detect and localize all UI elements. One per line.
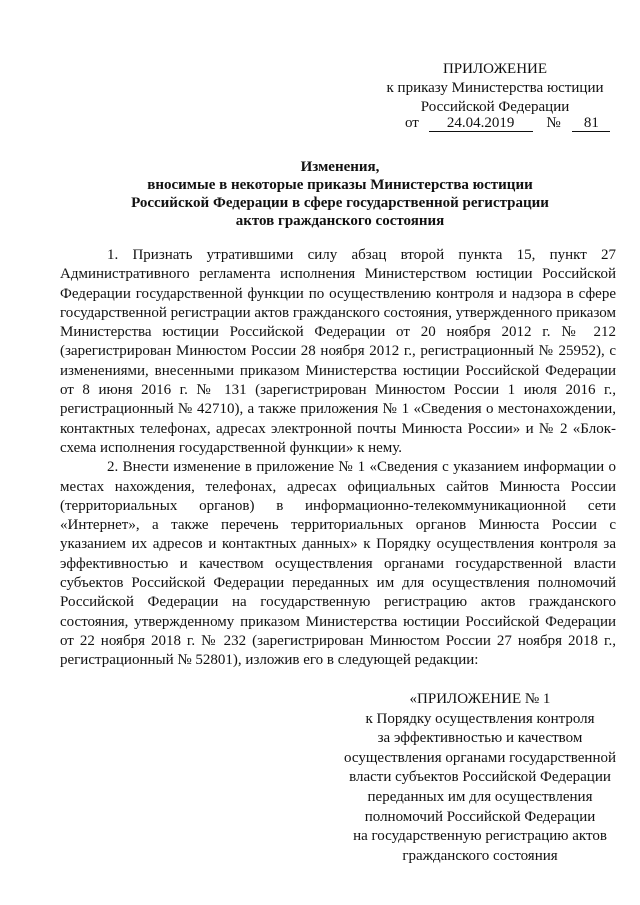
from-label: от [405, 115, 419, 131]
order-date: 24.04.2019 [429, 115, 533, 132]
approval-header [380, 60, 610, 117]
title-line-1: Изменения, [300, 159, 380, 175]
title-line-3: Российской Федерации в сфере государственной регистрации [131, 195, 549, 211]
paragraph-1: 1. Признать утратившими силу абзац второй пункта 15, пункт 27 Административного регламента исполнения Министерством юстиции Российской Федерации государственной функции по осуществлению контроля и надзора в сфере государственной регистрации актов гражданского состояния, утвержденного приказом Министерства юстиции Российской Федерации от 20 ноября 2012 г. № 212 (зарегистрирован Минюстом России 28 ноября 2012 г., регистрационный № 25952), с изменениями, внесенными приказом Министерства юстиции Российской Федерации от 8 июня 2016 г. № 131 (зарегистрирован Минюстом России 1 июля 2016 г., регистрационный № 42710), а также приложения № 1 «Сведения о местонахождении, контактных телефонах, адресах электронной почты Минюста России» и № 2 «Блок-схема исполнения государственной функции» к нему. [60, 247, 616, 456]
appendix-line: переданных им для осуществления [367, 788, 593, 805]
order-reference [405, 115, 605, 132]
appendix-line: за эффективностью и качеством [377, 730, 583, 747]
appendix-line: полномочий Российской Федерации [364, 808, 596, 825]
title-line-2: вносимые в некоторые приказы Министерства юстиции [147, 177, 533, 193]
header-line-federation: Российской Федерации [420, 99, 570, 115]
document-title [60, 158, 620, 230]
appendix-header [330, 690, 630, 866]
header-line-order: к приказу Министерства юстиции [386, 80, 604, 96]
title-line-4: актов гражданского состояния [235, 213, 445, 229]
appendix-line: «ПРИЛОЖЕНИЕ № 1 [409, 691, 551, 707]
paragraph-2: 2. Внести изменение в приложение № 1 «Сведения с указанием информации о местах нахождения, телефонах, адресах официальных сайтов Минюста России (территориальных органов) в информационно-телекоммуникационной сети «Интернет», а также перечень территориальных органов Минюста России с указанием их адресов и контактных данных» к Порядку осуществления контроля за эффективностью и качеством осуществления органами государственной власти субъектов Российской Федерации переданных им для осуществления полномочий Российской Федерации на государственную регистрацию актов гражданского состояния, утвержденному приказом Министерства юстиции Российской Федерации от 22 ноября 2018 г. № 232 (зарегистрирован Минюстом России 27 ноября 2018 г., регистрационный № 52801), изложив его в следующей редакции: [60, 459, 616, 669]
appendix-line: власти субъектов Российской Федерации [349, 769, 611, 786]
appendix-line: осуществления органами государственной [343, 749, 617, 766]
appendix-line: на государственную регистрацию актов [353, 828, 607, 845]
appendix-line: к Порядку осуществления контроля [365, 710, 595, 727]
order-number: 81 [572, 115, 610, 132]
appendix-line: гражданского состояния [402, 847, 558, 864]
number-label: № [546, 115, 561, 131]
document-body [60, 246, 616, 671]
header-title: ПРИЛОЖЕНИЕ [442, 61, 548, 77]
